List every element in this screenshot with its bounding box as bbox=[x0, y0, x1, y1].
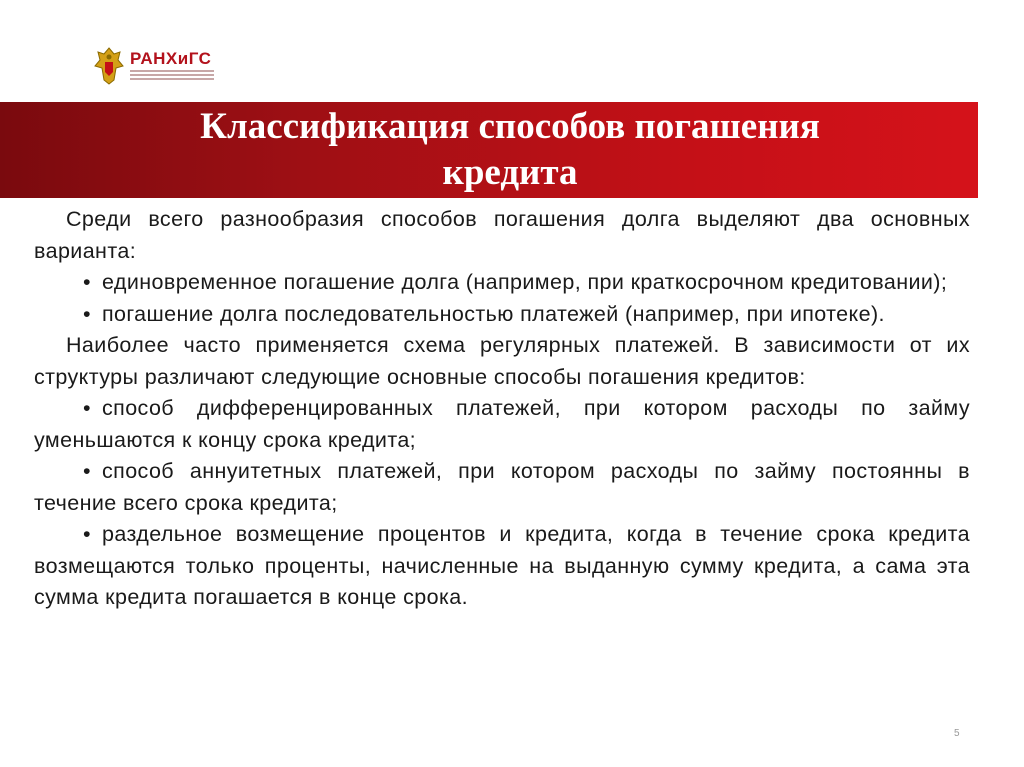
slide-body bbox=[34, 204, 970, 614]
emblem-icon bbox=[94, 46, 124, 86]
list-item-text: единовременное погашение долга (например, при краткосрочном кредитовании); bbox=[102, 270, 948, 294]
list-item bbox=[34, 299, 970, 331]
logo-name: РАНХиГС bbox=[130, 49, 212, 68]
bullet-icon: • bbox=[83, 301, 91, 326]
bullet-icon: • bbox=[83, 522, 91, 546]
title-line-1: Классификация способов погашения bbox=[200, 106, 820, 147]
list-item-text: способ аннуитетных платежей, при котором расходы по займу постоянны в течение всего срока кредита; bbox=[34, 459, 970, 515]
bullet-icon: • bbox=[83, 396, 91, 420]
list-item bbox=[34, 519, 970, 614]
page-number: 5 bbox=[954, 728, 960, 739]
list-item bbox=[34, 267, 970, 299]
list-item-text: раздельное возмещение процентов и кредита, когда в течение срока кредита возмещаются только проценты, начисленные на выданную сумму кредита, а сама эта сумма кредита погашается в конце срока. bbox=[34, 522, 970, 609]
list-item bbox=[34, 393, 970, 456]
list-item bbox=[34, 456, 970, 519]
ranepa-logo bbox=[94, 46, 214, 86]
list-item-text: погашение долга последовательностью платежей (например, при ипотеке). bbox=[102, 301, 885, 326]
list-item-text: способ дифференцированных платежей, при котором расходы по займу уменьшаются к концу срока кредита; bbox=[34, 396, 970, 452]
title-line-2: кредита bbox=[442, 152, 578, 193]
bullet-icon: • bbox=[83, 270, 91, 294]
bullet-icon: • bbox=[83, 459, 91, 483]
paragraph-2: Наиболее часто применяется схема регулярных платежей. В зависимости от их структуры различают следующие основные способы погашения кредитов: bbox=[34, 333, 970, 389]
intro-paragraph: Среди всего разнообразия способов погашения долга выделяют два основных варианта: bbox=[34, 207, 970, 263]
slide-title bbox=[80, 102, 940, 198]
logo-subtitle-lines bbox=[130, 70, 214, 80]
